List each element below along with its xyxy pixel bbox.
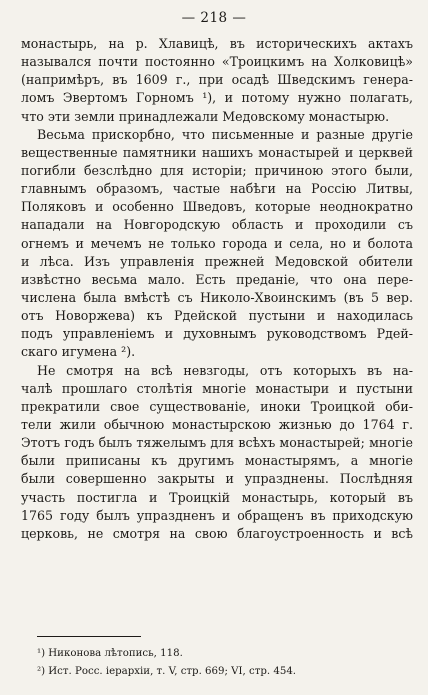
footnotes: [37, 645, 397, 681]
text-line: тели жили обычною монастырскою жизнью до 1764 г.: [21, 416, 413, 432]
text-line: извѣстно весьма мало. Есть преданіе, что она пере-: [21, 271, 413, 287]
body-text: [21, 35, 413, 543]
text-line: прекратили свое существованіе, иноки Троицкой оби-: [21, 398, 413, 414]
text-line: и лѣса. Изъ управленія прежней Медовской обители: [21, 253, 413, 269]
text-line: огнемъ и мечемъ не только города и села, но и болота: [21, 235, 413, 251]
text-line: нападали на Новгородскую область и проходили съ: [21, 217, 413, 233]
text-line: Поляковъ и особенно Шведовъ, которые неоднократно: [21, 199, 413, 215]
text-line: числена была вмѣстѣ съ Николо-Хвоинскимъ (въ 5 вер.: [21, 289, 413, 305]
text-line: погибли безслѣдно для исторіи; причиною этого были,: [21, 162, 413, 178]
text-line: подъ управленіемъ и духовнымъ руководствомъ Рдей-: [21, 326, 413, 342]
text-line: вещественные памятники нашихъ монастырей и церквей: [21, 144, 413, 160]
text-line: 1765 году былъ упраздненъ и обращенъ въ приходскую: [21, 507, 413, 523]
footnote: ²) Ист. Росс. іерархіи, т. V, стр. 669; VI, стр. 454.: [37, 666, 297, 677]
text-line: ломъ Эвертомъ Горномъ ¹), и потому нужно полагать,: [21, 90, 413, 106]
text-line: Этотъ годъ былъ тяжелымъ для всѣхъ монастырей; многіе: [21, 435, 413, 451]
text-line: скаго игумена ²).: [21, 344, 136, 360]
text-line: церковь, не смотря на свою благоустроенность и всѣ: [21, 525, 413, 541]
text-line: были совершенно закрыты и упразднены. Послѣдняя: [21, 471, 413, 487]
text-line: назывался почти постоянно «Троицкимъ на Холковицѣ»: [21, 54, 413, 70]
paragraph-first-line: Весьма прискорбно, что письменные и разные другіе: [37, 126, 413, 142]
text-line: были приписаны къ другимъ монастырямъ, а многіе: [21, 453, 413, 469]
page-number: — 218 —: [181, 10, 247, 26]
footnote-divider: [37, 636, 141, 637]
footnote: ¹) Никонова лѣтопись, 118.: [37, 648, 183, 659]
text-line: монастырь, на р. Хлавицѣ, въ историческихъ актахъ: [21, 36, 413, 51]
text-line: участь постигла и Троицкій монастырь, который въ: [21, 489, 413, 505]
text-line: что эти земли принадлежали Медовскому монастырю.: [21, 108, 390, 124]
text-line: главнымъ образомъ, частые набѣги на Россію Литвы,: [21, 181, 413, 197]
text-line: (напримѣръ, въ 1609 г., при осадѣ Шведскимъ генера-: [21, 72, 413, 88]
text-line: чалѣ прошлаго столѣтія многіе монастыри и пустыни: [21, 380, 413, 396]
text-line: отъ Новоржева) къ Рдейской пустыни и находилась: [21, 308, 413, 324]
paragraph-first-line: Не смотря на всѣ невзгоды, отъ которыхъ въ на-: [37, 362, 413, 378]
